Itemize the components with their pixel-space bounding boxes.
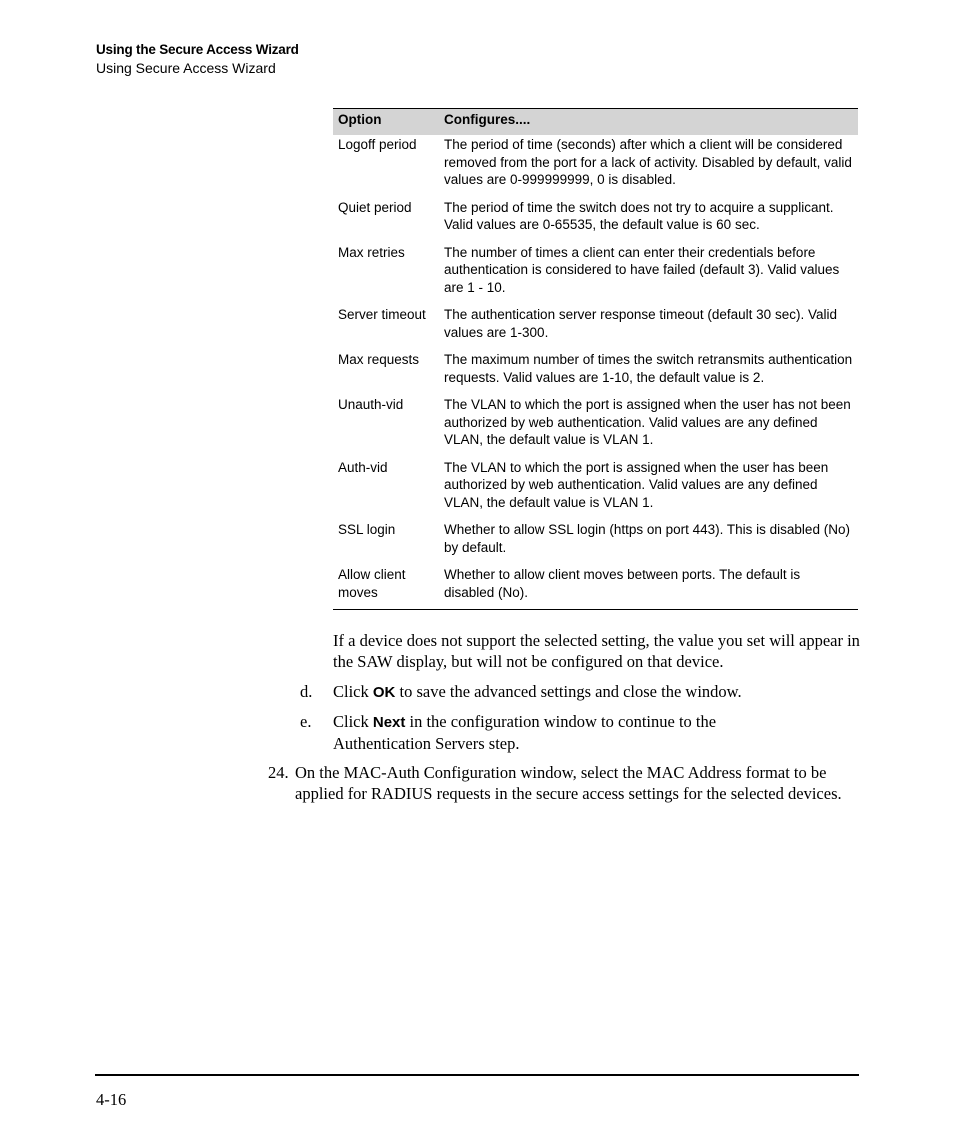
step-text-pre: Click [333, 712, 373, 731]
section-title: Using Secure Access Wizard [96, 60, 276, 76]
step-text [333, 681, 853, 703]
option-description: Whether to allow SSL login (https on port 443). This is disabled (No) by default. [444, 522, 850, 555]
column-header-option: Option [333, 109, 439, 136]
options-table [333, 108, 858, 610]
column-header-configures: Configures.... [439, 109, 858, 136]
option-name: Max requests [338, 352, 420, 367]
table-row [333, 234, 858, 297]
option-description: The VLAN to which the port is assigned when the user has not been authorized by web authentication. Valid values are any defined VLAN, the default value is VLAN 1. [444, 397, 851, 447]
option-description: The authentication server response timeout (default 30 sec). Valid values are 1-300. [444, 307, 837, 340]
step-text-pre: Click [333, 682, 373, 701]
option-name: Auth-vid [338, 459, 388, 475]
table-row [333, 449, 858, 512]
table-row [333, 189, 858, 234]
footer-rule [95, 1074, 859, 1076]
step-text-post: to save the advanced settings and close the window. [395, 682, 742, 701]
note-paragraph: If a device does not support the selected setting, the value you set will appear in the SAW display, but will not be configured on that device. [333, 631, 860, 671]
option-description: Whether to allow client moves between ports. The default is disabled (No). [444, 567, 801, 600]
option-name: SSL login [338, 522, 396, 537]
table-row [333, 386, 858, 449]
step-marker: 24. [268, 763, 289, 782]
step-text-post: in the configuration window to continue to the Authentication Servers step. [333, 712, 717, 753]
step-text: On the MAC-Auth Configuration window, select the MAC Address format to be applied for RADIUS requests in the secure access settings for the selected devices. [295, 763, 842, 803]
table-row [333, 296, 858, 341]
table-row [333, 556, 858, 610]
option-description: The period of time the switch does not try to acquire a supplicant. Valid values are 0-65535, the default value is 60 sec. [444, 199, 834, 232]
table-row [333, 135, 858, 189]
option-name: Unauth-vid [338, 397, 404, 412]
page-number: 4-16 [96, 1090, 127, 1109]
running-header [96, 41, 299, 77]
table-row [333, 511, 858, 556]
step-marker: d. [300, 682, 313, 701]
ok-button-label: OK [372, 684, 396, 701]
option-description: The VLAN to which the port is assigned when the user has been authorized by web authentication. Valid values are any defined VLAN, the default value is VLAN 1. [444, 459, 829, 510]
option-description: The maximum number of times the switch retransmits authentication requests. Valid values are 1-10, the default value is 2. [444, 352, 853, 385]
table-row [333, 341, 858, 386]
chapter-title: Using the Secure Access Wizard [96, 42, 299, 57]
option-name: Allow client moves [338, 567, 406, 600]
option-description: The period of time (seconds) after which a client will be considered removed from the port for a lack of activity. Disabled by default, valid values are 0-999999999, 0 is disabled. [444, 137, 852, 187]
step-marker: e. [300, 712, 312, 731]
step-text [333, 711, 763, 754]
option-name: Server timeout [338, 307, 426, 322]
option-description: The number of times a client can enter their credentials before authentication is considered to have failed (default 3). Valid values are 1 - 10. [444, 244, 840, 295]
option-name: Logoff period [338, 137, 417, 152]
option-name: Max retries [338, 244, 405, 260]
table-header-row [333, 109, 858, 136]
option-name: Quiet period [338, 199, 412, 215]
next-button-label: Next [372, 714, 406, 731]
